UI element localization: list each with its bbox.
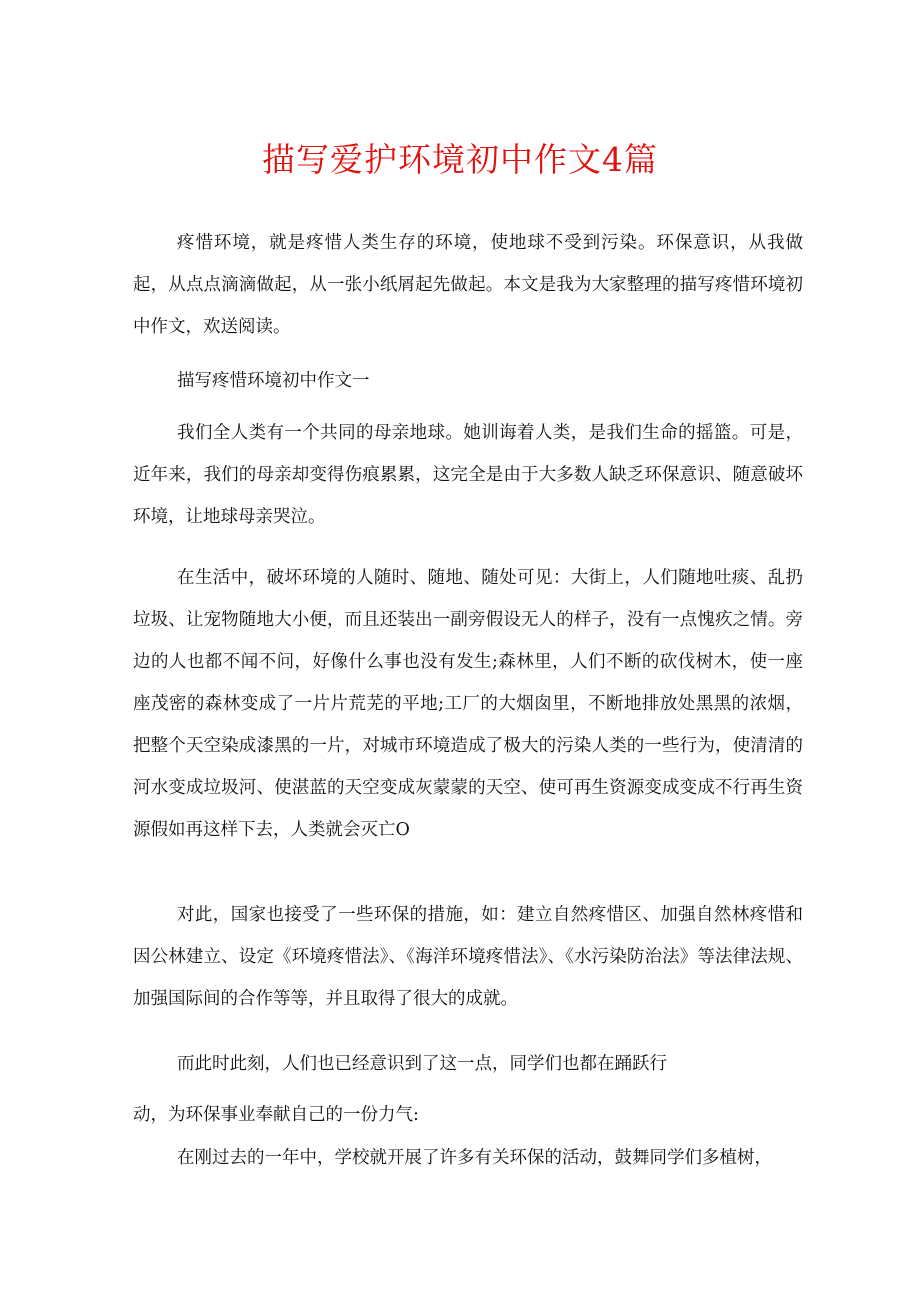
body-line-3: 在刚过去的一年中，学校就开展了许多有关环保的活动，鼓舞同学们多植树， bbox=[177, 1148, 772, 1168]
body-line-1: 而此时此刻，人们也已经意识到了这一点，同学们也都在踊跃行 bbox=[177, 1054, 667, 1074]
document-title: 描写爱护环境初中作文4篇 bbox=[262, 140, 658, 179]
body-paragraph-2: 在生活中，破坏环境的人随时、随地、随处可见：大街上，人们随地吐痰、乱扔垃圾、让宠物随地大小便，而且还装出一副旁假设无人的样子，没有一点愧疚之情。旁边的人也都不闻不问，好像什么事也没有发生;森林里，人们不断的砍伐树木，使一座座茂密的森林变成了一片片荒芜的平地;工厂的大烟囱里，不断地排放处黑黑的浓烟，把整个天空染成漆黑的一片，对城市环境造成了极大的污染人类的一些行为，使清清的河水变成垃圾河、使湛蓝的天空变成灰蒙蒙的天空、使可再生资源变成变成不行再生资源假如再这样下去，人类就会灭亡O bbox=[133, 568, 803, 840]
body-line-2: 动，为环保事业奉献自己的一份力气: bbox=[133, 1105, 419, 1125]
body-paragraph-3: 对此，国家也接受了一些环保的措施，如：建立自然疼惜区、加强自然林疼惜和因公林建立、设定《环境疼惜法》、《海洋环境疼惜法》、《水污染防治法》等法律法规、加强国际间的合作等等，并且取得了很大的成就。 bbox=[133, 905, 803, 1009]
intro-paragraph: 疼惜环境，就是疼惜人类生存的环境，使地球不受到污染。环保意识，从我做起，从点点滴滴做起，从一张小纸屑起先做起。本文是我为大家整理的描写疼惜环境初中作文，欢送阅读。 bbox=[133, 233, 803, 337]
body-paragraph-1: 我们全人类有一个共同的母亲地球。她训诲着人类，是我们生命的摇篮。可是，近年来，我们的母亲却变得伤痕累累，这完全是由于大多数人缺乏环保意识、随意破坏环境，让地球母亲哭泣。 bbox=[133, 423, 803, 527]
section-heading: 描写疼惜环境初中作文一 bbox=[177, 371, 370, 391]
